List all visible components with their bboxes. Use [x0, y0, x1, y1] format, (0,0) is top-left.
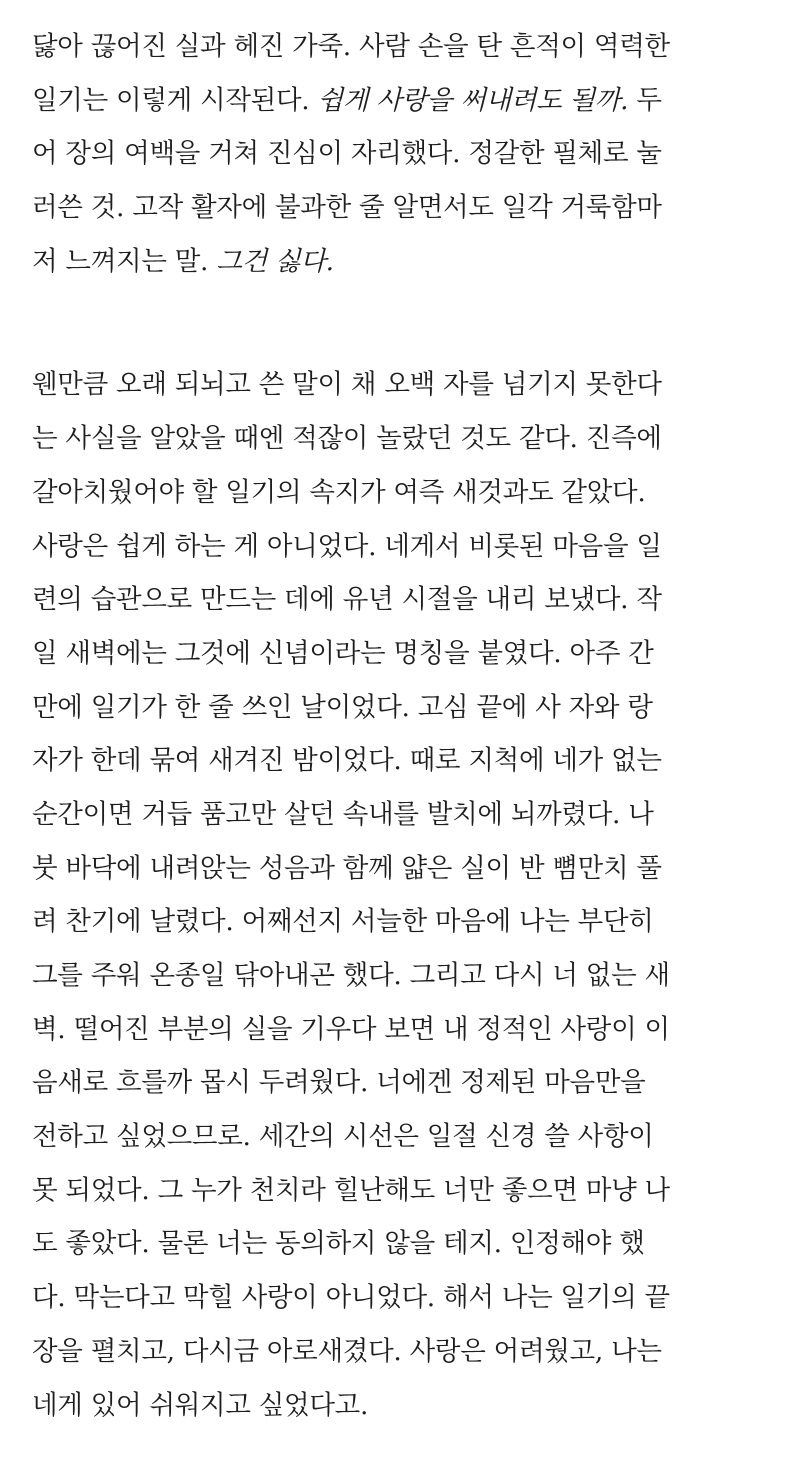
text-line: 사랑은 쉽게 하는 게 아니었다. 네게서 비롯된 마음을 일: [32, 530, 662, 562]
text-segment: 일기는 이렇게 시작된다.: [32, 84, 318, 116]
text-line: 만에 일기가 한 줄 쓰인 날이었다. 고심 끝에 사 자와 랑: [32, 691, 653, 723]
text-line: 도 좋았다. 물론 너는 동의하지 않을 테지. 인정해야 했: [32, 1228, 645, 1260]
article-body: [32, 0, 772, 1432]
text-line: 붓 바닥에 내려앉는 성음과 함께 얇은 실이 반 뼘만치 풀: [32, 852, 662, 884]
text-line: 벽. 떨어진 부분의 실을 기우다 보면 내 정적인 사랑이 이: [32, 1013, 670, 1045]
text-segment: 저 느껴지는 말.: [32, 245, 217, 277]
text-line: [32, 74, 772, 128]
text-line: 웬만큼 오래 되뇌고 쓴 말이 채 오백 자를 넘기지 못한다: [32, 369, 662, 401]
text-line: 전하고 싶었으므로. 세간의 시선은 일절 신경 쓸 사항이: [32, 1121, 654, 1153]
text-line: 순간이면 거듭 품고만 살던 속내를 발치에 뇌까렸다. 나: [32, 798, 654, 830]
text-line: 네게 있어 쉬워지고 싶었다고.: [32, 1389, 369, 1421]
italic-quote: 그건 싫다.: [216, 245, 334, 277]
text-line: 그를 주워 온종일 닦아내곤 했다. 그리고 다시 너 없는 새: [32, 960, 670, 991]
italic-quote: 쉽게 사랑을 써내려도 될까.: [317, 84, 629, 116]
text-line: 러쓴 것. 고작 활자에 불과한 줄 알면서도 일각 거룩함마: [32, 192, 662, 224]
text-line: 다. 막는다고 막힐 사랑이 아니었다. 해서 나는 일기의 끝: [32, 1282, 670, 1314]
text-line: 장을 펼치고, 다시금 아로새겼다. 사랑은 어려웠고, 나는: [32, 1335, 662, 1367]
text-line: 려 찬기에 날렸다. 어째선지 서늘한 마음에 나는 부단히: [32, 906, 654, 938]
text-line: 는 사실을 알았을 때엔 적잖이 놀랐던 것도 같다. 진즉에: [32, 423, 662, 455]
text-line: 일 새벽에는 그것에 신념이라는 명칭을 붙였다. 아주 간: [32, 637, 654, 669]
paragraph-2: [32, 358, 772, 1432]
text-line: 자가 한데 묶여 새겨진 밤이었다. 때로 지척에 네가 없는: [32, 745, 662, 777]
text-line: 어 장의 여백을 거쳐 진심이 자리했다. 정갈한 필체로 눌: [32, 138, 662, 170]
text-line: 련의 습관으로 만드는 데에 유년 시절을 내리 보냈다. 작: [32, 584, 662, 616]
paragraph-1: [32, 20, 772, 288]
text-line: 닳아 끊어진 실과 헤진 가죽. 사람 손을 탄 흔적이 역력한: [32, 31, 670, 62]
text-line: 갈아치웠어야 할 일기의 속지가 여즉 새것과도 같았다.: [32, 476, 646, 508]
text-line: [32, 235, 772, 289]
text-line: 음새로 흐를까 몹시 두려웠다. 너에겐 정제된 마음만을: [32, 1067, 646, 1099]
text-line: 못 되었다. 그 누가 천치라 힐난해도 너만 좋으면 마냥 나: [32, 1174, 670, 1206]
text-segment: 두: [628, 84, 662, 116]
